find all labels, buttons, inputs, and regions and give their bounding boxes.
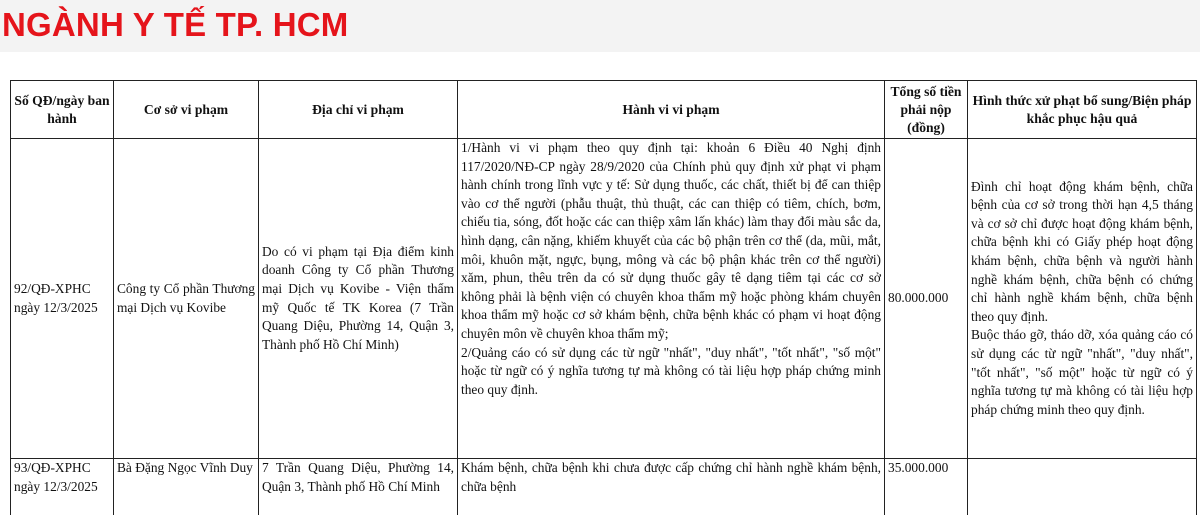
cell-remedy	[968, 459, 1197, 515]
cell-amount: 80.000.000	[885, 139, 968, 459]
table-row	[11, 459, 1197, 515]
remedy-item-2: Buộc tháo gỡ, tháo dỡ, xóa quảng cáo có sử dụng các từ ngữ "nhất", "duy nhất", "tốt nhất", "số một" hoặc từ ngữ có ý nghĩa tương tự mà không có tài liệu hợp pháp chứng minh theo quy định.	[971, 327, 1193, 417]
column-header-remedy: Hình thức xử phạt bổ sung/Biện pháp khắc phục hậu quả	[968, 81, 1197, 139]
cell-decision: 93/QĐ-XPHC ngày 12/3/2025	[11, 459, 114, 515]
column-header-address: Địa chỉ vi phạm	[259, 81, 458, 139]
cell-remedy	[968, 139, 1197, 459]
cell-decision: 92/QĐ-XPHC ngày 12/3/2025	[11, 139, 114, 459]
violation-item-2: 2/Quảng cáo có sử dụng các từ ngữ "nhất", "duy nhất", "tốt nhất", "số một" hoặc từ ngữ có ý nghĩa tương tự mà không có tài liệu hợp pháp chứng minh theo quy định.	[461, 344, 881, 397]
cell-address: 7 Trần Quang Diệu, Phường 14, Quận 3, Thành phố Hồ Chí Minh	[259, 459, 458, 515]
cell-facility: Công ty Cổ phần Thương mại Dịch vụ Kovibe	[114, 139, 259, 459]
cell-amount: 35.000.000	[885, 459, 968, 515]
violations-table	[10, 80, 1197, 515]
column-header-decision: Số QĐ/ngày ban hành	[11, 81, 114, 139]
header-band	[0, 0, 1200, 52]
column-header-facility: Cơ sở vi phạm	[114, 81, 259, 139]
remedy-item-1: Đình chỉ hoạt động khám bệnh, chữa bệnh của cơ sở trong thời hạn 4,5 tháng và cơ sở chỉ được hoạt động khám bệnh, chữa bệnh khi có Giấy phép hoạt động khám bệnh, chữa bệnh và người hành nghề khám bệnh, chữa bệnh có chứng chỉ hành nghề khám bệnh, chữa bệnh theo quy định.	[971, 178, 1193, 324]
table-row	[11, 139, 1197, 459]
cell-violation	[458, 139, 885, 459]
page-title: NGÀNH Y TẾ TP. HCM	[2, 6, 349, 43]
cell-facility: Bà Đặng Ngọc Vĩnh Duy	[114, 459, 259, 515]
cell-violation: Khám bệnh, chữa bệnh khi chưa được cấp chứng chỉ hành nghề khám bệnh, chữa bệnh	[458, 459, 885, 515]
cell-address: Do có vi phạm tại Địa điểm kinh doanh Công ty Cổ phần Thương mại Dịch vụ Kovibe - Viện thẩm mỹ Quốc tế TK Korea (7 Trần Quang Diệu, Phường 14, Quận 3, Thành phố Hồ Chí Minh)	[259, 139, 458, 459]
column-header-amount: Tổng số tiền phải nộp (đồng)	[885, 81, 968, 139]
violation-item-1: 1/Hành vi vi phạm theo quy định tại: khoản 6 Điều 40 Nghị định 117/2020/NĐ-CP ngày 28/9/2020 của Chính phủ quy định xử phạt vi phạm hành chính trong lĩnh vực y tế: Sử dụng thuốc, các chất, thiết bị để can thiệp vào cơ thể người (phẫu thuật, thủ thuật, các can thiệp có tiêm, chích, bơm, chiếu tia, sóng, đốt hoặc các can thiệp xâm lấn khác) làm thay đổi màu sắc da, hình dạng, cân nặng, khiếm khuyết của các bộ phận trên cơ thể (da, mũi, mắt, môi, khuôn mặt, ngực, bụng, mông và các bộ phận khác trên cơ thể người) xăm, phun, thêu trên da có sử dụng thuốc gây tê dạng tiêm tại các cơ sở không phải là bệnh viện có chuyên khoa thẩm mỹ hoặc phòng khám chuyên khoa thẩm mỹ hoặc cơ sở khám bệnh, chữa bệnh khác có phạm vi hoạt động chuyên môn về chuyên khoa thẩm mỹ;	[461, 140, 881, 341]
column-header-violation: Hành vi vi phạm	[458, 81, 885, 139]
table-header-row	[11, 81, 1197, 139]
